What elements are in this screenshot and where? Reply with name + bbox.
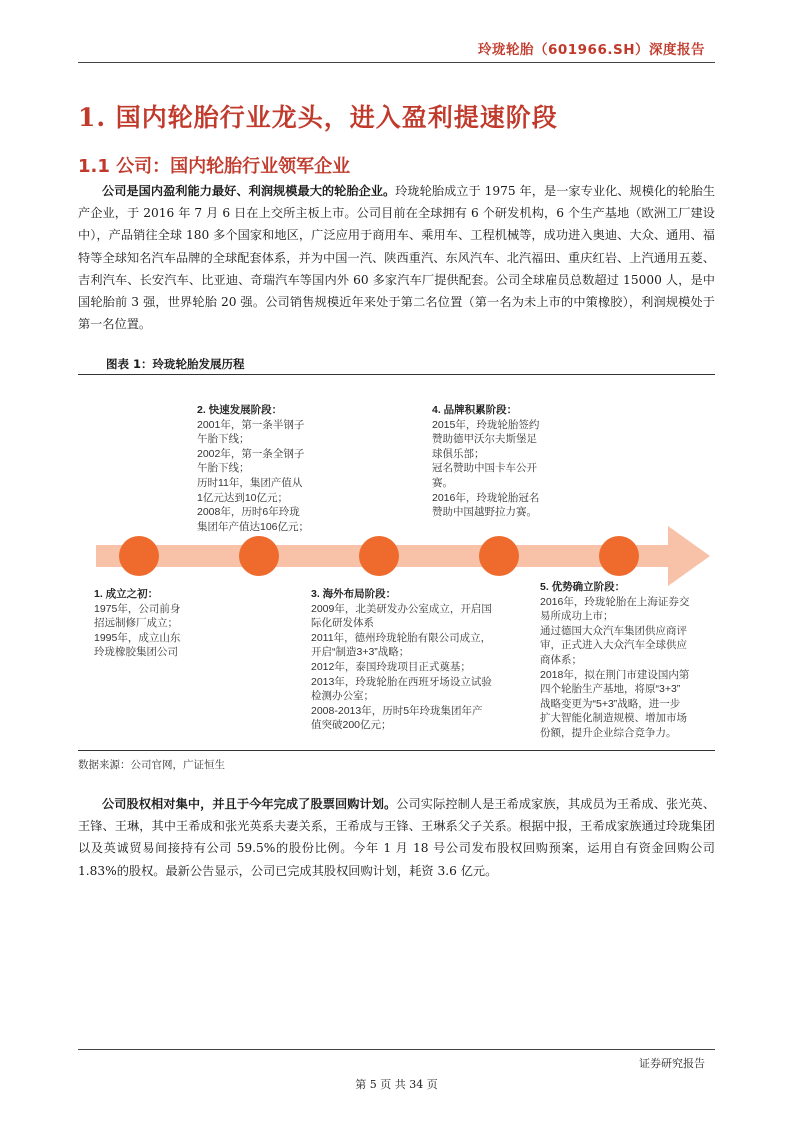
- stage-5-line: 易所成功上市；: [540, 610, 614, 623]
- subsection-heading: 1.1 公司：国内轮胎行业领军企业: [78, 156, 351, 177]
- section-heading: 1. 国内轮胎行业龙头，进入盈利提速阶段: [78, 103, 558, 132]
- stage-5-line: 战略变更为“5+3”战略，进一步: [540, 697, 681, 710]
- stage-1-line: 招远制修厂成立；: [94, 617, 178, 630]
- stage-3-line: 开启“制造3+3”战略；: [311, 646, 410, 659]
- stage-4-line: 赛。: [432, 476, 453, 489]
- stage-3-line: 2011年，德州玲珑轮胎有限公司成立，: [311, 631, 492, 644]
- stage-5-line: 通过德国大众汽车集团供应商评: [540, 624, 687, 637]
- stage-5-line: 四个轮胎生产基地，将原“3+3”: [540, 683, 681, 696]
- timeline-circle-5: [599, 536, 639, 576]
- stage-4-text: [432, 403, 572, 520]
- stage-2-line: 集团年产值达106亿元；: [197, 520, 310, 533]
- intro-paragraph-body: 玲珑轮胎成立于 1975 年，是一家专业化、规模化的轮胎生产企业，于 2016 年 7 月 6 日在上交所主板上市。公司目前在全球拥有 6 个研发机构，6 个生产基地（欧洲工厂建设中），产品销往全球 180 多个国家和地区，广泛应用于商用车、乘用车、工程机械等，成功进入奥迪、大众、通用、福特等全球知名汽车品牌的全球配套体系，并为中国一汽、陕西重汽、东风汽车、北汽福田、重庆红岩、上汽通用五菱、吉利汽车、长安汽车、比亚迪、奇瑞汽车等国内外 60 多家汽车厂提供配套。公司全球雇员总数超过 15000 人，是中国轮胎前 3 强，世界轮胎 20 强。公司销售规模近年来处于第二名位置（第一名为未上市的中策橡胶），利润规模处于第一名位置。: [78, 184, 716, 332]
- stage-5-text: [540, 580, 715, 741]
- stage-1-line: 1995年，成立山东: [94, 631, 181, 644]
- figure-top-rule: [78, 374, 715, 375]
- stage-4-title: 4. 品牌积累阶段：: [432, 404, 518, 416]
- stage-2-line: 午胎下线；: [197, 433, 250, 446]
- stage-1-title: 1. 成立之初：: [94, 588, 159, 600]
- ownership-paragraph-body: 公司实际控制人是王希成家族，其成员为王希成、张光英、王锋、王琳，其中王希成和张光英系夫妻关系，王希成与王锋、王琳系父子关系。根据中报，王希成家族通过玲珑集团以及英诚贸易间接持有公司 59.5%的股份比例。今年 1 月 18 号公司发布股权回购预案，运用自有资金回购公司 1.83%的股权。最新公告显示，公司已完成其股权回购计划，耗资 3.6 亿元。: [78, 797, 716, 878]
- stage-4-line: 2016年，玲珑轮胎冠名: [432, 491, 540, 504]
- figure-bottom-rule: [78, 750, 715, 751]
- page-number: 第 5 页 共 34 页: [355, 1078, 438, 1091]
- stage-3-line: 检测办公室；: [311, 690, 374, 703]
- stage-4-line: 冠名赞助中国卡车公开: [432, 462, 537, 475]
- stage-5-line: 审，正式进入大众汽车全球供应: [540, 639, 687, 652]
- stage-1-line: 玲珑橡胶集团公司: [94, 646, 178, 659]
- ownership-paragraph-lead: 公司股权相对集中，并且于今年完成了股票回购计划。: [102, 797, 397, 811]
- stage-4-line: 球俱乐部；: [432, 447, 485, 460]
- timeline-circle-3: [359, 536, 399, 576]
- intro-paragraph-lead: 公司是国内盈利能力最好、利润规模最大的轮胎企业。: [102, 184, 396, 198]
- stage-3-title: 3. 海外布局阶段：: [311, 588, 397, 600]
- ownership-paragraph: [78, 793, 715, 882]
- timeline-circle-4: [479, 536, 519, 576]
- stage-2-line: 2002年，第一条全钢子: [197, 447, 305, 460]
- stage-2-line: 历时11年，集团产值从: [197, 476, 303, 489]
- report-header-title: 玲珑轮胎（601966.SH）深度报告: [477, 42, 705, 58]
- footer-report-type: 证券研究报告: [639, 1057, 705, 1070]
- stage-3-line: 2012年，泰国玲珑项目正式奠基；: [311, 660, 471, 673]
- stage-2-line: 2001年，第一条半钢子: [197, 418, 305, 431]
- stage-5-line: 2016年，玲珑轮胎在上海证券交: [540, 595, 690, 608]
- stage-3-line: 际化研发体系: [311, 617, 374, 630]
- stage-3-line: 值突破200亿元；: [311, 719, 392, 732]
- timeline-circle-2: [239, 536, 279, 576]
- stage-5-line: 2018年，拟在荆门市建设国内第: [540, 668, 690, 681]
- stage-4-line: 2015年，玲珑轮胎签约: [432, 418, 540, 431]
- stage-5-line: 扩大智能化制造规模、增加市场: [540, 712, 687, 725]
- stage-5-title: 5. 优势确立阶段：: [540, 581, 626, 593]
- footer-divider: [78, 1049, 715, 1050]
- stage-2-text: [197, 403, 337, 534]
- intro-paragraph: [78, 180, 715, 335]
- stage-3-line: 2013年，玲珑轮胎在西班牙场设立试验: [311, 675, 492, 688]
- stage-1-text: [94, 587, 214, 660]
- stage-3-line: 2009年，北美研发办公室成立，开启国: [311, 602, 492, 615]
- stage-2-line: 1亿元达到10亿元；: [197, 491, 289, 504]
- stage-5-line: 商体系；: [540, 653, 582, 666]
- figure-source: 数据来源：公司官网，广证恒生: [78, 759, 225, 771]
- stage-4-line: 赞助德甲沃尔夫斯堡足: [432, 433, 537, 446]
- stage-2-line: 2008年，历时6年玲珑: [197, 506, 300, 519]
- stage-2-line: 午胎下线；: [197, 462, 250, 475]
- timeline-circle-1: [119, 536, 159, 576]
- stage-3-text: [311, 587, 526, 733]
- stage-4-line: 赞助中国越野拉力赛。: [432, 506, 537, 519]
- stage-3-line: 2008-2013年，历时5年玲珑集团年产: [311, 704, 483, 717]
- header-divider: [78, 62, 715, 63]
- stage-5-line: 份额，提升企业综合竞争力。: [540, 726, 677, 739]
- figure-caption: 图表 1：玲珑轮胎发展历程: [106, 357, 245, 371]
- stage-1-line: 1975年，公司前身: [94, 602, 181, 615]
- stage-2-title: 2. 快速发展阶段：: [197, 404, 283, 416]
